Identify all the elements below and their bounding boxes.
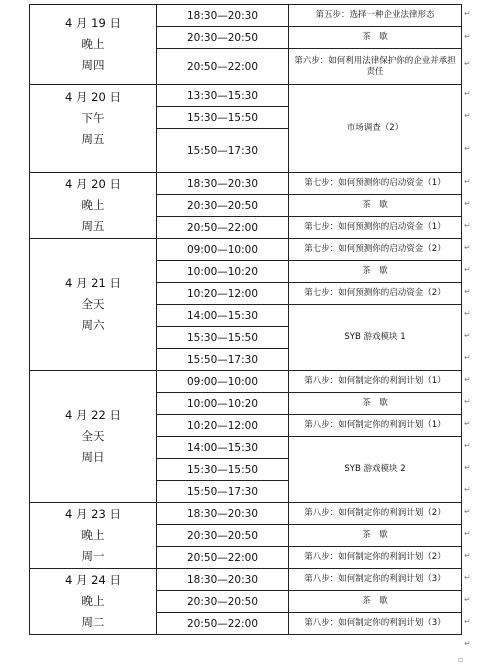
time-cell: 14:00—15:30 xyxy=(157,305,289,327)
day-period: 全天 xyxy=(81,429,105,443)
day-period: 晚上 xyxy=(81,594,105,608)
time-cell: 18:30—20:30 xyxy=(157,503,289,525)
row-end-mark: ↵ xyxy=(464,309,471,318)
row-end-mark: ↵ xyxy=(464,463,471,472)
day-date: 4 月 20 日 xyxy=(65,89,121,104)
paragraph-end-mark: ▫ xyxy=(458,655,464,664)
row-end-mark: ↵ xyxy=(464,485,471,494)
time-cell: 15:30—15:50 xyxy=(157,107,289,129)
row-end-mark: ↵ xyxy=(464,573,471,582)
row-end-mark: ↵ xyxy=(464,144,471,153)
time-cell: 15:50—17:30 xyxy=(157,349,289,371)
day-date: 4 月 24 日 xyxy=(65,573,121,587)
activity-cell: 第八步：如何制定你的利润计划（2） xyxy=(289,547,462,569)
time-cell: 10:20—12:00 xyxy=(157,283,289,305)
day-spacer xyxy=(30,150,156,171)
row-end-mark: ↵ xyxy=(464,89,471,98)
time-cell: 20:50—22:00 xyxy=(157,217,289,239)
activity-cell: SYB 游戏模块 1 xyxy=(289,305,462,371)
activity-cell: 第八步：如何制定你的利润计划（3） xyxy=(289,569,462,591)
activity-cell: 茶 歇 xyxy=(289,27,462,49)
table-row xyxy=(30,569,462,591)
row-end-mark: ↵ xyxy=(464,595,471,604)
day-date: 4 月 20 日 xyxy=(65,177,121,191)
day-weekday: 周二 xyxy=(81,615,105,629)
time-cell: 20:30—20:50 xyxy=(157,27,289,49)
time-cell: 15:50—17:30 xyxy=(157,481,289,503)
row-end-mark: ↵ xyxy=(464,199,471,208)
day-cell xyxy=(30,239,157,371)
row-end-mark: ↵ xyxy=(464,353,471,362)
time-cell: 10:20—12:00 xyxy=(157,415,289,437)
time-cell: 20:30—20:50 xyxy=(157,525,289,547)
row-end-mark: ↵ xyxy=(464,551,471,560)
row-end-mark: ↵ xyxy=(464,375,471,384)
time-cell: 20:50—22:00 xyxy=(157,547,289,569)
time-cell: 15:30—15:50 xyxy=(157,327,289,349)
row-end-mark: ↵ xyxy=(464,177,471,186)
time-cell: 18:30—20:30 xyxy=(157,5,289,27)
table-row xyxy=(30,239,462,261)
day-date: 4 月 19 日 xyxy=(65,16,121,30)
activity-cell: 第八步：如何制定你的利润计划（1） xyxy=(289,371,462,393)
activity-cell: 茶 歇 xyxy=(289,261,462,283)
table-row xyxy=(30,503,462,525)
time-cell: 10:00—10:20 xyxy=(157,393,289,415)
day-period: 晚上 xyxy=(81,37,105,51)
activity-cell: 第七步：如何预测你的启动资金（1） xyxy=(289,173,462,195)
day-weekday: 周五 xyxy=(81,131,105,146)
day-period: 晚上 xyxy=(81,528,105,542)
day-weekday: 周五 xyxy=(81,219,105,233)
day-cell xyxy=(30,85,157,173)
day-cell xyxy=(30,569,157,635)
time-cell: 20:50—22:00 xyxy=(157,613,289,635)
day-cell xyxy=(30,503,157,569)
day-cell xyxy=(30,371,157,503)
time-cell: 09:00—10:00 xyxy=(157,371,289,393)
time-cell: 09:00—10:00 xyxy=(157,239,289,261)
schedule-body xyxy=(30,5,462,635)
time-cell: 15:30—15:50 xyxy=(157,459,289,481)
schedule-table xyxy=(29,4,462,635)
row-end-mark: ↵ xyxy=(464,9,471,18)
activity-cell: 第六步：如何利用法律保护你的企业并承担责任 xyxy=(289,49,462,85)
day-weekday: 周六 xyxy=(81,318,105,332)
table-row xyxy=(30,173,462,195)
table-row xyxy=(30,85,462,107)
activity-cell: 第七步：如何预测你的启动资金（2） xyxy=(289,283,462,305)
activity-cell: 茶 歇 xyxy=(289,591,462,613)
time-cell: 20:30—20:50 xyxy=(157,195,289,217)
activity-cell: 茶 歇 xyxy=(289,525,462,547)
activity-cell: 第七步：如何预测你的启动资金（2） xyxy=(289,239,462,261)
table-row xyxy=(30,5,462,27)
row-end-mark: ↵ xyxy=(464,419,471,428)
day-weekday: 周日 xyxy=(81,450,105,464)
time-cell: 20:50—22:00 xyxy=(157,49,289,85)
activity-cell: 第八步：如何制定你的利润计划（1） xyxy=(289,415,462,437)
table-row xyxy=(30,371,462,393)
time-cell: 20:30—20:50 xyxy=(157,591,289,613)
row-end-mark: ↵ xyxy=(464,331,471,340)
row-end-mark: ↵ xyxy=(464,639,471,648)
time-cell: 10:00—10:20 xyxy=(157,261,289,283)
row-end-mark: ↵ xyxy=(464,287,471,296)
time-cell: 13:30—15:30 xyxy=(157,85,289,107)
row-end-mark: ↵ xyxy=(464,32,471,41)
time-cell: 14:00—15:30 xyxy=(157,437,289,459)
day-weekday: 周四 xyxy=(81,58,105,72)
day-cell xyxy=(30,5,157,85)
day-date: 4 月 23 日 xyxy=(65,507,121,521)
activity-cell: 第五步：选择一种企业法律形态 xyxy=(289,5,462,27)
row-end-mark: ↵ xyxy=(464,441,471,450)
row-end-mark: ↵ xyxy=(464,617,471,626)
day-period: 全天 xyxy=(81,297,105,311)
activity-cell: SYB 游戏模块 2 xyxy=(289,437,462,503)
row-end-mark: ↵ xyxy=(464,243,471,252)
day-period: 下午 xyxy=(81,110,105,125)
time-cell: 18:30—20:30 xyxy=(157,173,289,195)
time-cell: 18:30—20:30 xyxy=(157,569,289,591)
activity-cell: 第八步：如何制定你的利润计划（2） xyxy=(289,503,462,525)
row-end-mark: ↵ xyxy=(464,529,471,538)
row-end-mark: ↵ xyxy=(464,265,471,274)
time-cell: 15:50—17:30 xyxy=(157,129,289,173)
day-weekday: 周一 xyxy=(81,549,105,563)
activity-cell: 市场调查（2） xyxy=(289,85,462,173)
row-end-mark: ↵ xyxy=(464,59,471,68)
row-end-mark: ↵ xyxy=(464,397,471,406)
row-end-mark: ↵ xyxy=(464,507,471,516)
activity-cell: 茶 歇 xyxy=(289,195,462,217)
day-period: 晚上 xyxy=(81,198,105,212)
row-end-mark: ↵ xyxy=(464,111,471,120)
row-end-mark: ↵ xyxy=(464,221,471,230)
day-cell xyxy=(30,173,157,239)
day-date: 4 月 22 日 xyxy=(65,408,121,422)
activity-cell: 第八步：如何制定你的利润计划（3） xyxy=(289,613,462,635)
activity-cell: 第七步：如何预测你的启动资金（1） xyxy=(289,217,462,239)
activity-cell: 茶 歇 xyxy=(289,393,462,415)
day-date: 4 月 21 日 xyxy=(65,276,121,290)
